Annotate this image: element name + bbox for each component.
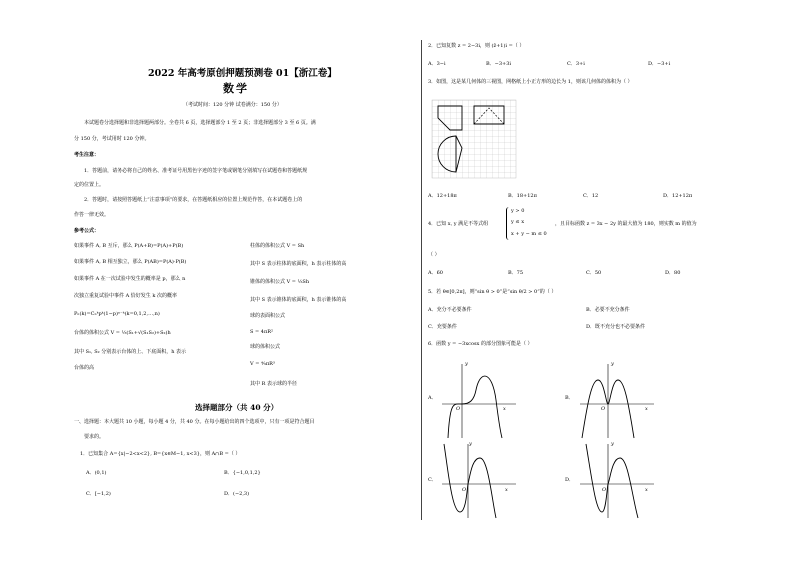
q4-system-line: y > 0: [511, 208, 525, 214]
q1-option-c: C．[−1,2): [86, 491, 111, 497]
formula-right: 其中 S 表示柱体的底面积，h 表示柱体的高: [250, 261, 347, 267]
notes-line: 1．答题前，请务必将自己的姓名、准考证号用黑色字迹的签字笔或钢笔分别填写在试题卷和答题纸规: [84, 168, 308, 174]
q5-option-b: B．必要不充分条件: [586, 307, 630, 313]
q6-graph-c: [440, 440, 520, 520]
q4-system-line: x + y − m ≤ 0: [511, 231, 547, 237]
q6-graph-a: [440, 360, 520, 440]
q6-graph-a-y-label: y: [465, 361, 468, 367]
q6-graph-c-origin: O: [462, 487, 467, 493]
three-view-figure: [432, 100, 522, 180]
formula-left: 如果事件 A, B 互斥，那么 P(A+B)=P(A)+P(B): [74, 243, 184, 249]
q5-stem: 5．若 θ∈[0,2π]，则“sin θ > 0”是“sin θ/2 > 0”的（ ）: [428, 289, 557, 295]
q6-stem: 6．函数 y = −3xcosx 的部分图象可能是（ ）: [428, 341, 533, 347]
q1-option-b: B．{−1,0,1,2}: [224, 470, 261, 476]
q6-graph-a-origin: O: [456, 406, 461, 412]
q2-stem: 2．已知复数 z = 2−3i，则 (z̄+1)i =（ ）: [428, 43, 525, 49]
subject-title: 数学: [223, 82, 249, 95]
formula-right: 柱体的体积公式 V = Sh: [250, 243, 305, 249]
q4-stem-suffix: ，且目标函数 z = 3x − 2y 的最大值为 180，则实数 m 的值为: [555, 221, 697, 227]
q6-graph-a-x-label: x: [503, 406, 506, 412]
formula-left: 如果事件 A 在一次试验中发生的概率是 p，那么 n: [74, 276, 186, 282]
section-title: 选择题部分（共 40 分）: [195, 403, 279, 412]
q6-graph-b-origin: O: [601, 406, 606, 412]
q6-option-c: C．: [428, 477, 437, 483]
q4-stem: 4．已知 x, y 满足不等式组: [428, 221, 489, 227]
page-title: 2022 年高考原创押题预测卷 01【浙江卷】: [148, 68, 337, 79]
formula-left: Pₙ(k)=Cₙᵏpᵏ(1−p)ⁿ⁻ᵏ(k=0,1,2,…,n): [74, 311, 160, 317]
q1-option-d: D．(−2,3): [224, 491, 250, 497]
q3-option-b: B．18+12π: [508, 193, 537, 199]
q5-option-d: D．既不充分也不必要条件: [586, 324, 646, 330]
formula-right: 球的表面积公式: [250, 313, 286, 319]
notes-line: 作答一律无效。: [74, 212, 110, 218]
formula-left: 次独立重复试验中事件 A 恰好发生 k 次的概率: [74, 293, 178, 299]
formula-right: 球的体积公式: [250, 344, 281, 350]
column-divider: [421, 40, 422, 520]
q4-option-d: D．80: [665, 270, 681, 276]
q6-graph-d-y-label: y: [611, 441, 614, 447]
intro-line: 分 150 分，考试用时 120 分钟。: [74, 136, 150, 142]
q2-option-d: D．−3+i: [648, 61, 671, 67]
q3-option-d: D．12+12π: [663, 193, 693, 199]
formula-left: 其中 S₁, S₂ 分别表示台体的上、下底面积，h 表示: [74, 349, 187, 355]
formula-right: S = 4πR²: [250, 329, 274, 335]
section-instructions: 一、选择题：本大题共 10 小题，每小题 4 分，共 40 分。在每小题给出的四个选项中，只有一项是符合题目: [74, 419, 315, 425]
formula-left: 台体的高: [74, 365, 95, 371]
formula-right: 其中 R 表示球的半径: [250, 381, 297, 387]
q4-option-a: A．60: [428, 270, 443, 276]
q6-graph-c-x-label: x: [505, 487, 508, 493]
q4-system-line: y ≤ x: [511, 219, 525, 225]
q4-option-c: C．50: [586, 270, 602, 276]
exam-info: （考试时间：120 分钟 试卷满分：150 分）: [183, 102, 282, 108]
q6-graph-d-origin: O: [602, 487, 607, 493]
q2-option-c: C．3+i: [567, 61, 585, 67]
q1-option-a: A．(0,1): [86, 470, 107, 476]
q6-option-d: D．: [565, 477, 575, 483]
q3-option-a: A．12+18π: [428, 193, 457, 199]
q6-graph-b: [578, 360, 658, 440]
q1-stem: 1．已知集合 A={x|−2<x<2}, B={x∈M−1, x<3}，则 A∩B =（ ）: [80, 451, 241, 457]
notes-heading: 考生注意：: [74, 152, 100, 158]
q4-option-b: B．75: [508, 270, 524, 276]
intro-line: 本试题卷分选择题和非选择题两部分。全卷共 6 页，选择题部分 1 至 2 页；非选择题部分 3 至 6 页。满: [84, 120, 316, 126]
q2-option-a: A．3−i: [428, 61, 446, 67]
formulas-heading: 参考公式：: [74, 228, 100, 234]
q2-option-b: B．−3+3i: [486, 61, 512, 67]
q6-graph-b-y-label: y: [611, 361, 614, 367]
formula-right: V = ⁴⁄₃πR³: [250, 361, 275, 367]
q6-option-a: A．: [428, 395, 437, 401]
q6-graph-d: [578, 440, 658, 520]
formula-left: 如果事件 A, B 相互独立，那么 P(AB)=P(A)·P(B): [74, 259, 187, 265]
formula-left: 台体的体积公式 V = ⅓(S₁+√(S₁S₂)+S₂)h: [74, 330, 171, 336]
q6-graph-b-x-label: x: [645, 406, 648, 412]
section-instructions: 要求的。: [84, 434, 105, 440]
formula-right: 锥体的体积公式 V = ⅓Sh: [250, 279, 310, 285]
q6-option-b: B．: [565, 395, 574, 401]
q5-option-a: A．充分不必要条件: [428, 307, 472, 313]
q6-graph-c-y-label: y: [469, 441, 472, 447]
q3-option-c: C．12: [583, 193, 599, 199]
q6-graph-d-x-label: x: [645, 487, 648, 493]
formula-right: 其中 S 表示锥体的底面积，h 表示锥体的高: [250, 297, 347, 303]
q4-blank: （ ）: [428, 252, 440, 258]
notes-line: 定的位置上。: [74, 182, 105, 188]
q3-stem: 3．如图，这是某几何体的三视图，网格纸上小正方形的边长为 1，则该几何体的体积为（ ）: [428, 79, 633, 85]
q5-option-c: C．充要条件: [428, 324, 457, 330]
notes-line: 2．答题时，请按照答题纸上“注意事项”的要求，在答题纸相应的位置上规范作答，在本试题卷上的: [84, 197, 303, 203]
